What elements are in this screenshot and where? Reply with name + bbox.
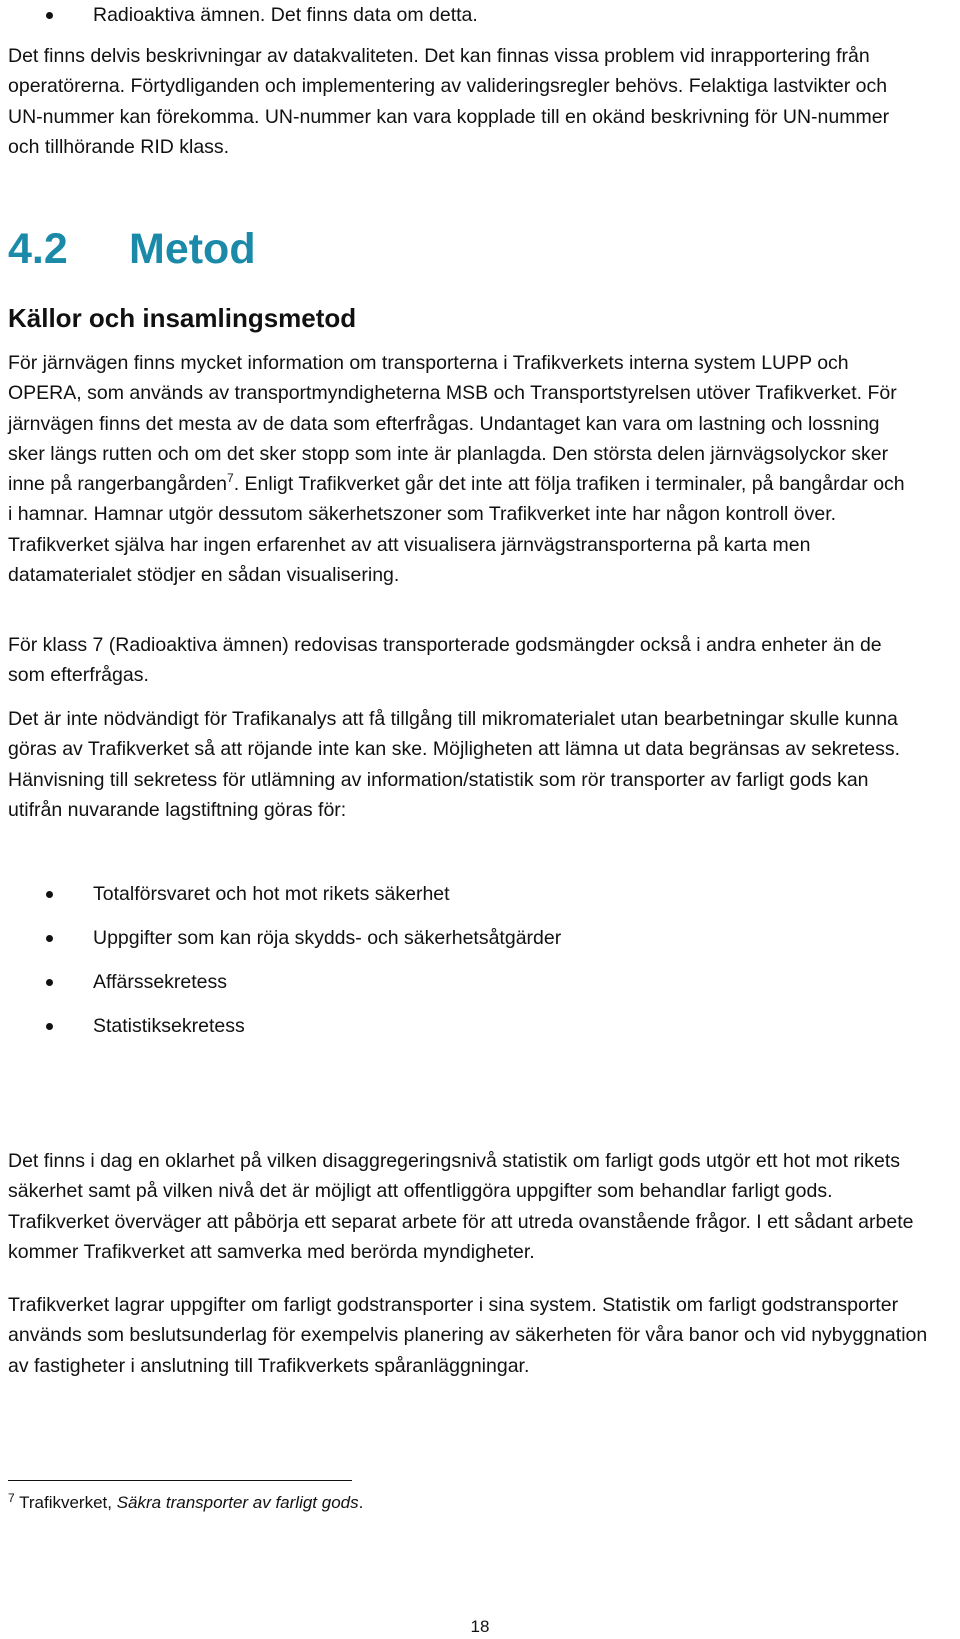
footnote-number: 7 <box>8 1491 15 1505</box>
subheading: Källor och insamlingsmetod <box>8 303 357 333</box>
page-number: 18 <box>470 1617 490 1636</box>
paragraph-class7: För klass 7 (Radioaktiva ämnen) redovisas transporterade godsmängder också i andra enheter än de som efterfrågas. <box>8 634 882 687</box>
paragraph-text: . Enligt Trafikverket går det inte att följa trafiken i terminaler, på bangårdar och i hamnar. Hamnar utgör dessutom säkerhetszoner som Trafikverket inte har någon kontroll över. Trafikverket själva har ingen erfarenhet av att visualisera järnvägstransporterna på karta men datamaterialet stödjer en sådan visualisering. <box>8 473 905 587</box>
bullet-dot <box>46 979 53 986</box>
paragraph-secrecy: Det är inte nödvändigt för Trafikanalys att få tillgång till mikromaterialet utan bearbetningar skulle kunna göras av Trafikverket så att röjande inte kan ske. Möjligheten att lämna ut data begränsas av sekretess. Hänvisning till sekretess för utlämning av information/statistik som rör transporter av farligt gods kan utifrån nuvarande lagstiftning göras för: <box>8 708 901 821</box>
paragraph-sources <box>8 348 914 590</box>
quality-paragraph: Det finns delvis beskrivningar av datakvaliteten. Det kan finnas vissa problem vid inrapportering från operatörerna. Förtydliganden och implementering av valideringsregler behövs. Felaktiga lastvikter och UN-nummer kan förekomma. UN-nummer kan vara kopplade till en okänd beskrivning för UN-nummer och tillhörande RID klass. <box>8 45 890 158</box>
section-heading <box>8 224 708 274</box>
list-item-text: Totalförsvaret och hot mot rikets säkerhet <box>93 883 450 905</box>
bullet-dot <box>46 1023 53 1030</box>
list-item-text: Uppgifter som kan röja skydds- och säkerhetsåtgärder <box>93 927 562 949</box>
footnote <box>8 1491 363 1516</box>
section-number: 4.2 <box>8 225 68 273</box>
section-title: Metod <box>129 225 256 273</box>
footnote-title: Säkra transporter av farligt gods <box>116 1493 359 1512</box>
paragraph-storage: Trafikverket lagrar uppgifter om farligt godstransporter i sina system. Statistik om farligt godstransporter används som beslutsunderlag för exempelvis planering av säkerheten för våra banor och vid nybyggnation av fastigheter i anslutning till Trafikverkets spåranläggningar. <box>8 1294 928 1377</box>
list-item-text: Affärssekretess <box>93 971 228 993</box>
footnote-reference[interactable]: 7 <box>227 471 234 486</box>
footnote-source: Trafikverket, <box>19 1493 117 1512</box>
bullet-dot <box>46 935 53 942</box>
bullet-dot <box>46 891 53 898</box>
list-item-text: Statistiksekretess <box>93 1015 245 1037</box>
paragraph-text: För järnvägen finns mycket information om transporterna i Trafikverkets interna system LUPP och OPERA, som används av transportmyndigheterna MSB och Transportstyrelsen utöver Trafikverket. För järnvägen finns det mesta av de data som efterfrågas. Undantaget kan vara om lastning och lossning sker längs rutten och om det sker stopp som inte är planlagda. Den största delen järnvägsolyckor sker inne på rangerbangården <box>8 352 897 496</box>
footnote-end: . <box>358 1493 364 1512</box>
bullet-dot <box>46 12 53 19</box>
footnote-divider <box>8 1480 352 1481</box>
list-item-text: Radioaktiva ämnen. Det finns data om detta. <box>93 4 478 26</box>
paragraph-disaggregation: Det finns i dag en oklarhet på vilken disaggregeringsnivå statistik om farligt gods utgör ett hot mot rikets säkerhet samt på vilken nivå det är möjligt att offentliggöra uppgifter som behandlar farligt gods. Trafikverket överväger att påbörja ett separat arbete för att utreda ovanstående frågor. I ett sådant arbete kommer Trafikverket att samverka med berörda myndigheter. <box>8 1150 914 1263</box>
